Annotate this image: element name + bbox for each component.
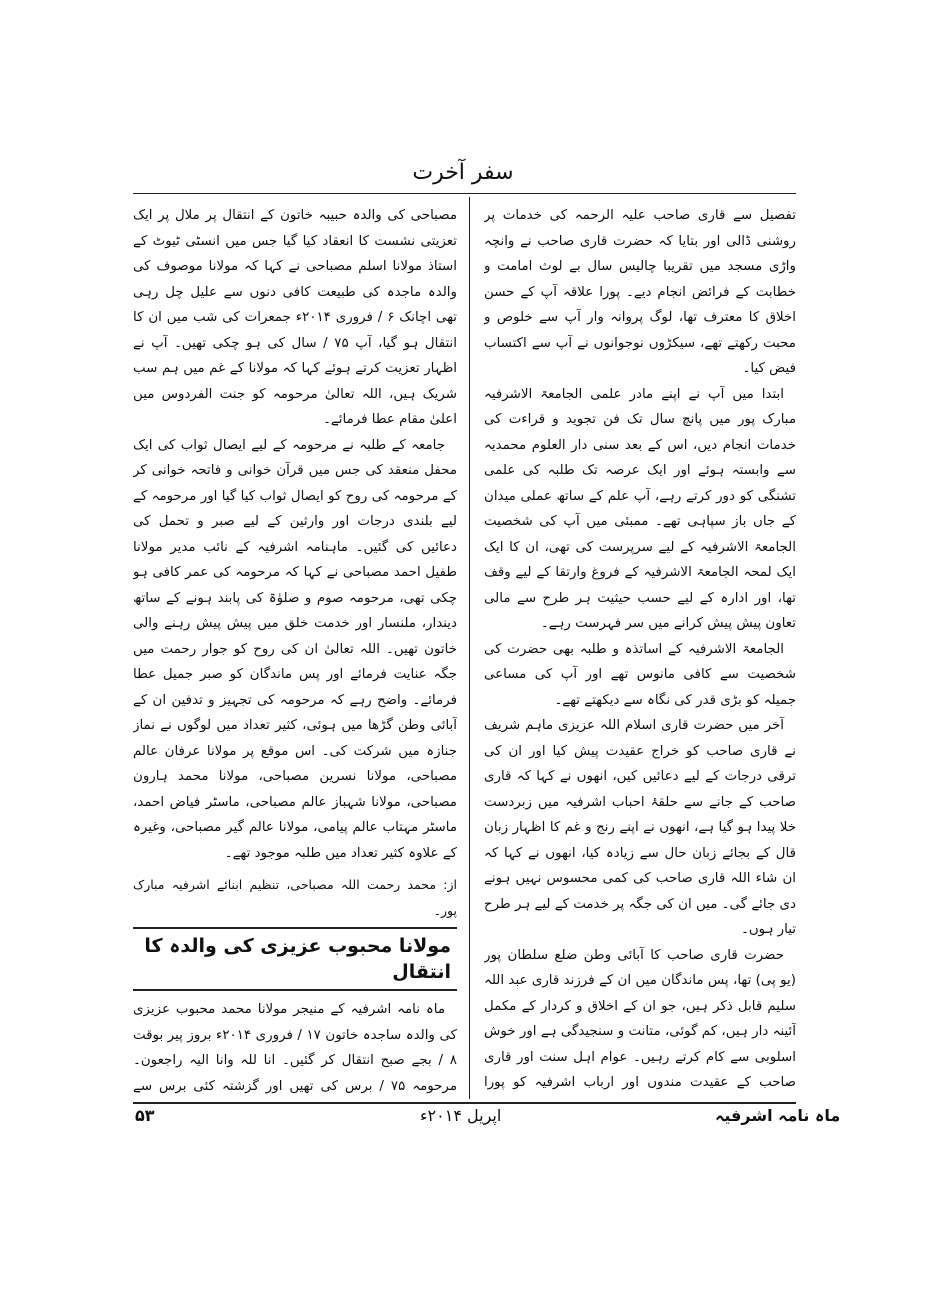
magazine-name: ماہ نامہ اشرفیہ [715, 1106, 841, 1125]
top-rule [133, 193, 796, 194]
left-column [133, 203, 457, 1095]
article-paragraph: حضرت قاری صاحب کا آبائی وطن ضلع سلطان پور (یو پی) تھا، پس ماندگان میں ان کے فرزند قاری عبد اللہ سلیم قابل ذکر ہیں، جو ان کے اخلاق و کردار کے مکمل آئینہ دار ہیں، کم گوئی، متانت و سنجیدگی ہے اور خوش اسلوبی سے کام کرتے رہیں۔ عوام اہل سنت اور قاری صاحب کے عقیدت مندوں اور ارباب اشرفیہ کو پورا [484, 947, 796, 1090]
article-paragraph: ابتدا میں آپ نے اپنے مادر علمی الجامعۃ الاشرفیہ مبارک پور میں پانچ سال تک فن تجوید و قراءت کی خدمات انجام دیں، اس کے بعد سنی دار العلوم محمدیہ سے وابستہ ہوئے اور ایک عرصہ تک طلبہ کی علمی تشنگی کو دور کرتے رہے، آپ علم کے ساتھ عملی میدان کے جاں باز سپاہی تھے۔ ممبئی میں آپ کی شخصیت الجامعۃ الاشرفیہ کے لیے سرپرست کی تھی، ان کا ایک ایک لمحہ الجامعۃ الاشرفیہ کے فروغ وارتقا کے لیے وقف تھا، اور ادارہ کے لیے حسب حیثیت ہر طرح سے مالی تعاون پیش پیش کرانے میں سر فہرست رہے۔ [484, 386, 796, 631]
article-paragraph: آخر میں حضرت قاری اسلام اللہ عزیزی ماہم شریف نے قاری صاحب کو خراج عقیدت پیش کیا اور ان کی ترقی درجات کے لیے دعائیں کیں، انھوں نے کہا کہ قاری صاحب کے جانے سے حلقۂ احباب اشرفیہ میں زبردست خلا پیدا ہو گیا ہے، انھوں نے اپنے رنج و غم کا اظہار زبان قال کے بجائے زبان حال سے زیادہ کیا، انھوں نے کہا کہ ان شاء اللہ قاری صاحب کی کمی محسوس نہیں ہونے دی جائے گی۔ میں ان کی جگہ پر خدمت کے لیے ہر طرح تیار ہوں۔ [484, 718, 796, 937]
article-paragraph: الجامعۃ الاشرفیہ کے اساتذہ و طلبہ بھی حضرت کی شخصیت سے کافی مانوس تھے اور آپ کی مساعی جمیلہ کو بڑی قدر کی نگاہ سے دیکھتے تھے۔ [484, 641, 796, 708]
article-paragraph: ماہ نامہ اشرفیہ کے منیجر مولانا محمد محبوب عزیزی کی والدہ ساجدہ خاتون ۱۷ / فروری ۲۰۱۴ء بروز پیر بوقت ۸ / بجے صبح انتقال کر گئیں۔ انا للہ وانا الیہ راجعون۔ مرحومہ ۷۵ / برس کی تھیں اور گزشتہ کئی برس سے [133, 1002, 457, 1094]
column-divider [469, 197, 470, 1099]
article-credit: از: محمد رحمت اللہ مصباحی، تنظیم ابنائے اشرفیہ مبارک پور۔ [133, 877, 457, 918]
article-paragraph: جامعہ کے طلبہ نے مرحومہ کے لیے ایصال ثواب کی ایک محفل منعقد کی جس میں قرآن خوانی و فاتحہ خوانی کر کے مرحومہ کی روح کو ایصال ثواب کیا گیا اور مرحومہ کے لیے بلندی درجات اور وارثین کے لیے صبر و تحمل کی دعائیں کی گئیں۔ ماہنامہ اشرفیہ کے نائب مدیر مولانا طفیل احمد مصباحی نے کہا کہ مرحومہ کی عمر کافی ہو چکی تھی، مرحومہ صوم و صلوٰۃ کی پابند ہونے کے ساتھ دیندار، ملنسار اور خدمت خلق میں پیش پیش رہنے والی خاتون تھیں۔ اللہ تعالیٰ ان کی روح کو جوار رحمت میں جگہ عنایت فرمائے اور پس ماندگان کو صبر جمیل عطا فرمائے۔ واضح رہے کہ مرحومہ کی تجہیز و تدفین ان کے آبائی وطن گڑھا میں ہوئی، کثیر تعداد میں لوگوں نے نماز جنازہ میں شرکت کی۔ اس موقع پر مولانا عرفان عالم مصباحی، مولانا نسرین مصباحی، مولانا محمد ہارون مصباحی، مولانا شہباز عالم مصباحی، ماسٹر فیاض احمد، ماسٹر مہتاب عالم پیامی، مولانا عالم گیر مصباحی، وغیرہ کے علاوہ کثیر تعداد میں طلبہ موجود تھے۔ [133, 437, 457, 861]
article-paragraph: تفصیل سے قاری صاحب علیہ الرحمہ کی خدمات پر روشنی ڈالی اور بتایا کہ حضرت قاری صاحب نے وانچہ واڑی مسجد میں تقریبا چالیس سال بے لوث امامت و خطابت کے فرائض انجام دیے۔ پورا علاقہ آپ کے حسن اخلاق کا معترف تھا، لوگ پروانہ وار آپ سے خلوص و محبت رکھتے تھے، سیکڑوں نوجوانوں نے آپ سے اکتساب فیض کیا۔ [484, 208, 796, 376]
page-title: سفر آخرت [412, 160, 514, 185]
right-column [484, 203, 796, 1095]
bottom-rule [133, 1102, 796, 1104]
article-paragraph: مصباحی کی والدہ حبیبہ خاتون کے انتقال پر ملال پر ایک تعزیتی نشست کا انعقاد کیا گیا جس میں انسٹی ٹیوٹ کے استاذ مولانا اسلم مصباحی نے کہا کہ مولانا موصوف کی والدہ ماجدہ کی طبیعت کافی دنوں سے علیل چل رہی تھی اچانک ۶ / فروری ۲۰۱۴ء جمعرات کی شب میں ان کا انتقال ہو گیا، آپ ۷۵ / سال کی ہو چکی تھیں۔ آپ نے اظہار تعزیت کرتے ہوئے کہا کہ مولانا کے غم میں ہم سب شریک ہیں، اللہ تعالیٰ مرحومہ کو جنت الفردوس میں اعلیٰ مقام عطا فرمائے۔ [133, 208, 457, 427]
article-heading: مولانا محبوب عزیزی کی والدہ کا انتقال [133, 927, 457, 991]
page-number: ۵۳ [135, 1106, 155, 1125]
issue-date: اپریل ۲۰۱۴ء [420, 1106, 502, 1125]
